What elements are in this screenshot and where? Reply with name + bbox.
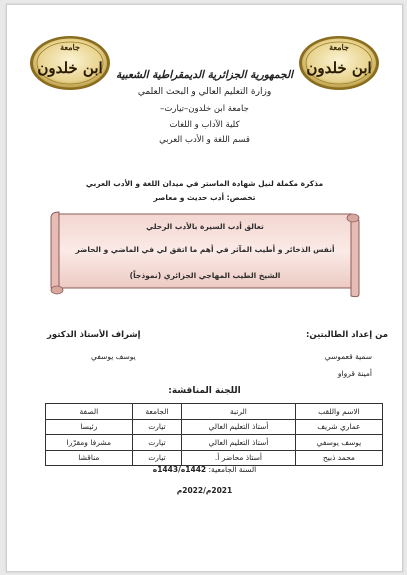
department-name: قسم اللغة و الأدب العربي (159, 135, 250, 145)
table-header-row (46, 404, 383, 420)
header-cell: الصفة (46, 404, 133, 420)
students-label: من إعداد الطالبتين: (306, 330, 388, 340)
table-cell: تيارت (132, 419, 181, 435)
republic-name: الجمهورية الجزائرية الديمقراطية الشعبية (115, 69, 293, 81)
jury-table (45, 403, 383, 466)
table-cell: رئيسا (46, 419, 133, 435)
logo-name-text: ابن خلدون (306, 59, 372, 77)
memo-description: مذكرة مكملة لنيل شهادة الماستر في ميدان اللغة و الأدب العربي (85, 179, 324, 188)
hijri-year: 1442ه/1443ه (152, 465, 207, 474)
table-cell: أستاذ محاضر أ. (182, 450, 296, 466)
specialty-line: تخصص: أدب حديث و معاصر (153, 193, 256, 202)
logo-name-text: ابن خلدون (37, 59, 103, 77)
faculty-name: كلية الآداب و اللغات (169, 120, 240, 130)
table-row (46, 419, 383, 435)
thesis-title-line-2: أنفس الذخائر و أطيب المآثر في أهم ما اتفق لي في الماضي و الحاضر (75, 245, 335, 254)
university-logo-left (29, 35, 111, 91)
academic-year-label: السنة الجامعية: (208, 465, 257, 474)
header-cell: الرتبة (182, 404, 296, 420)
university-logo-right (298, 35, 380, 91)
academic-year-hijri (7, 465, 402, 474)
supervisor-label: إشراف الأستاذ الدكتور (47, 330, 141, 340)
jury-label: اللجنة المناقشة: (168, 386, 241, 396)
table-cell: تيارت (132, 450, 181, 466)
table-cell: أستاذ التعليم العالي (182, 419, 296, 435)
thesis-title-line-3: الشيخ الطيب المهاجي الجزائري (نموذجاً) (129, 271, 281, 280)
table-cell: أستاذ التعليم العالي (182, 435, 296, 451)
thesis-cover-page (6, 4, 403, 572)
header-cell: الجامعة (132, 404, 181, 420)
student-name-2: أمينة قرواو (337, 369, 372, 378)
student-name-1: سمية قعموسي (324, 352, 372, 361)
table-cell: مشرفا ومقرّرا (46, 435, 133, 451)
logo-top-text: جامعة (329, 42, 349, 52)
table-cell: تيارت (132, 435, 181, 451)
ministry-name: وزارة التعليم العالي و البحث العلمي (137, 87, 272, 97)
table-cell: مناقشا (46, 450, 133, 466)
table-row (46, 435, 383, 451)
table-row (46, 450, 383, 466)
university-name: جامعة ابن خلدون–تيارت– (160, 104, 249, 114)
logo-top-text: جامعة (60, 42, 80, 52)
table-cell: يوسف يوسفي (295, 435, 382, 451)
header-cell: الاسم واللقب (295, 404, 382, 420)
supervisor-name: يوسف يوسفي (91, 352, 136, 361)
table-cell: محمد ذبيح (295, 450, 382, 466)
academic-year-gregorian: 2021م/2022م (176, 486, 233, 495)
thesis-title-line-1: تعالق أدب السيرة بالأدب الرحلي (146, 222, 264, 231)
table-cell: عماري شريف (295, 419, 382, 435)
